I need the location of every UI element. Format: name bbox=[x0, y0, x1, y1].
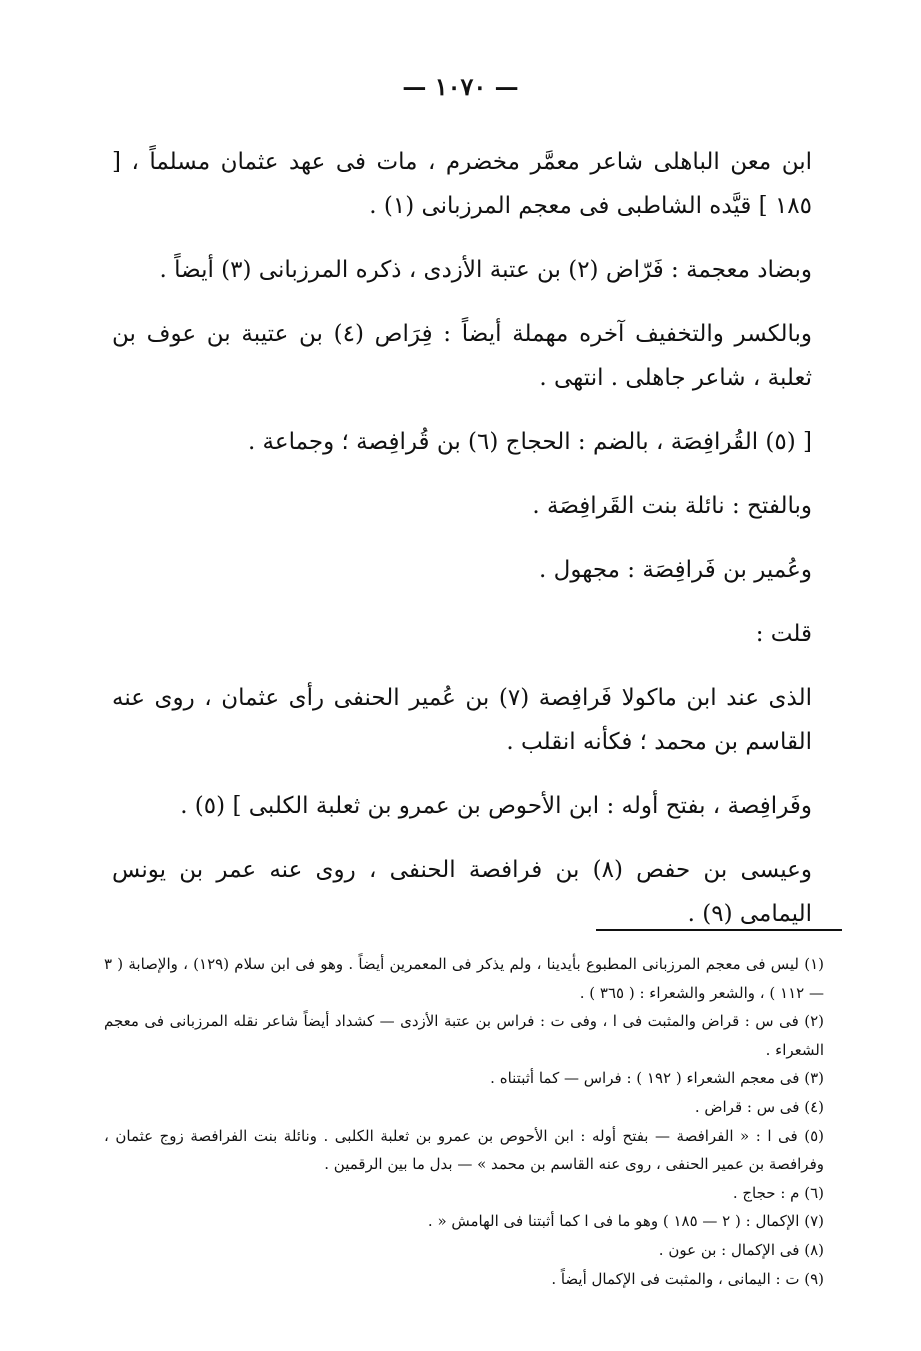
footnotes bbox=[104, 950, 824, 1293]
paragraph: الذى عند ابن ماكولا فَرافِصة (٧) بن عُمير الحنفى رأى عثمان ، روى عنه القاسم بن محمد ؛ فكأنه انقلب . bbox=[112, 685, 812, 755]
main-text bbox=[112, 140, 812, 956]
footnote: (٦) م : حجاج . bbox=[732, 1183, 824, 1202]
paragraph: [ (٥) القُرافِصَة ، بالضم : الحجاج (٦) بن قُرافِصة ؛ وجماعة . bbox=[247, 429, 812, 455]
paragraph: وبالكسر والتخفيف آخره مهملة أيضاً : فِرَاص (٤) بن عتيبة بن عوف بن ثعلبة ، شاعر جاهلى . انتهى . bbox=[112, 321, 812, 391]
footnote: (٧) الإكمال : ( ٢ — ١٨٥ ) وهو ما فى ا كما أثبتنا فى الهامش « . bbox=[427, 1212, 824, 1231]
footnote: (٢) فى س : قراض والمثبت فى ا ، وفى ت : فراس بن عتبة الأزدى — كشداد أيضاً شاعر نقله المرزبانى فى معجم الشعراء . bbox=[104, 1012, 824, 1059]
paragraph: قلت : bbox=[755, 621, 812, 647]
paragraph: وعُمير بن فَرافِصَة : مجهول . bbox=[539, 557, 812, 583]
paragraph: وفَرافِصة ، بفتح أوله : ابن الأحوص بن عمرو بن ثعلبة الكلبى ] (٥) . bbox=[180, 793, 812, 819]
footnote: (٣) فى معجم الشعراء ( ١٩٢ ) : فراس — كما أثبتناه . bbox=[490, 1069, 824, 1088]
footnote-divider bbox=[596, 929, 842, 931]
footnote: (٨) فى الإكمال : بن عون . bbox=[658, 1240, 824, 1259]
page-number: — ١٠٧٠ — bbox=[402, 72, 519, 101]
paragraph: ابن معن الباهلى شاعر معمَّر مخضرم ، مات فى عهد عثمان مسلماً ، [ ١٨٥ ] قيَّده الشاطبى فى معجم المرزبانى (١) . bbox=[112, 149, 812, 219]
paragraph: وبضاد معجمة : فَرّاض (٢) بن عتبة الأزدى ، ذكره المرزبانى (٣) أيضاً . bbox=[159, 257, 812, 283]
footnote: (١) ليس فى معجم المرزبانى المطبوع بأيدينا ، ولم يذكر فى المعمرين أيضاً . وهو فى ابن سلام (١٢٩) ، والإصابة ( ٣ — ١١٢ ) ، والشعر والشعراء : ( ٣٦٥ ) . bbox=[104, 955, 824, 1002]
footnote: (٤) فى س : قراض . bbox=[694, 1097, 824, 1116]
footnote: (٥) فى ا : « الفرافصة — بفتح أوله : ابن الأحوص بن عمرو بن ثعلبة الكلبى . ونائلة بنت الفرافصة زوج عثمان ، وفرافصة بن عمير الحنفى ، روى عنه القاسم بن محمد » — بدل ما بين الرقمين . bbox=[104, 1126, 824, 1174]
paragraph: وعيسى بن حفص (٨) بن فرافصة الحنفى ، روى عنه عمر بن يونس اليمامى (٩) . bbox=[112, 857, 813, 927]
paragraph: وبالفتح : نائلة بنت القَرافِصَة . bbox=[532, 493, 812, 519]
footnote: (٩) ت : اليمانى ، والمثبت فى الإكمال أيضاً . bbox=[551, 1269, 824, 1288]
